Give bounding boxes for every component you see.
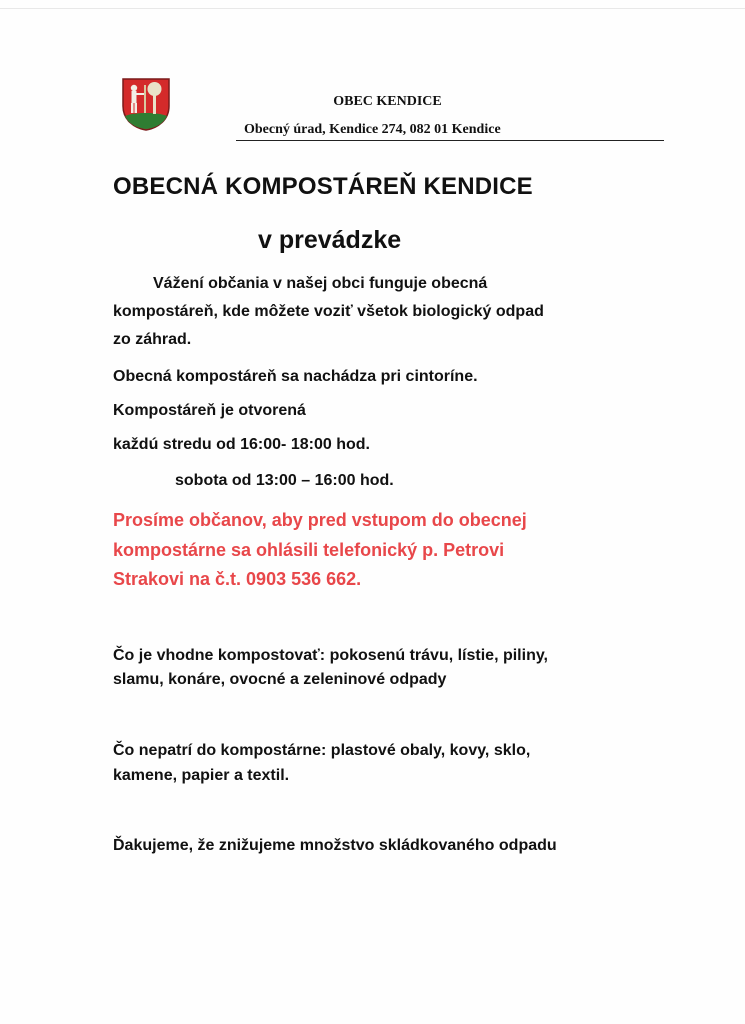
village-name: OBEC KENDICE <box>333 94 442 109</box>
office-address: Obecný úrad, Kendice 274, 082 01 Kendice <box>244 122 501 137</box>
intro-line-2: kompostáreň, kde môžete voziť všetok biologický odpad <box>113 303 544 320</box>
scan-edge-line <box>0 8 745 9</box>
main-title: OBECNÁ KOMPOSTÁREŇ KENDICE <box>113 173 533 200</box>
sub-title: v prevádzke <box>258 226 402 254</box>
intro-line-1: Vážení občania v našej obci funguje obecná <box>153 275 488 292</box>
closing-text: Ďakujeme, že znižujeme množstvo skládkovaného odpadu <box>113 837 557 854</box>
location-text: Obecná kompostáreň sa nachádza pri cintoríne. <box>113 368 478 385</box>
notice-line-3: Strakovi na č.t. 0903 536 662. <box>113 569 362 589</box>
suitable-line-1: Čo je vhodne kompostovať: pokosenú trávu, lístie, piliny, <box>113 647 548 664</box>
intro-line-3: zo záhrad. <box>113 331 192 348</box>
hours-saturday: sobota od 13:00 – 16:00 hod. <box>175 472 394 489</box>
village-crest-icon <box>120 76 172 132</box>
notice-line-2: kompostárne sa ohlásili telefonický p. Petrovi <box>113 540 505 560</box>
unsuitable-line-2: kamene, papier a textil. <box>113 767 290 784</box>
notice-line-1: Prosíme občanov, aby pred vstupom do obecnej <box>113 510 527 530</box>
suitable-line-2: slamu, konáre, ovocné a zeleninové odpady <box>113 671 447 688</box>
header-divider <box>236 140 664 141</box>
hours-label: Kompostáreň je otvorená <box>113 402 306 419</box>
unsuitable-line-1: Čo nepatrí do kompostárne: plastové obaly, kovy, sklo, <box>113 742 531 759</box>
hours-wednesday: každú stredu od 16:00- 18:00 hod. <box>113 436 370 453</box>
